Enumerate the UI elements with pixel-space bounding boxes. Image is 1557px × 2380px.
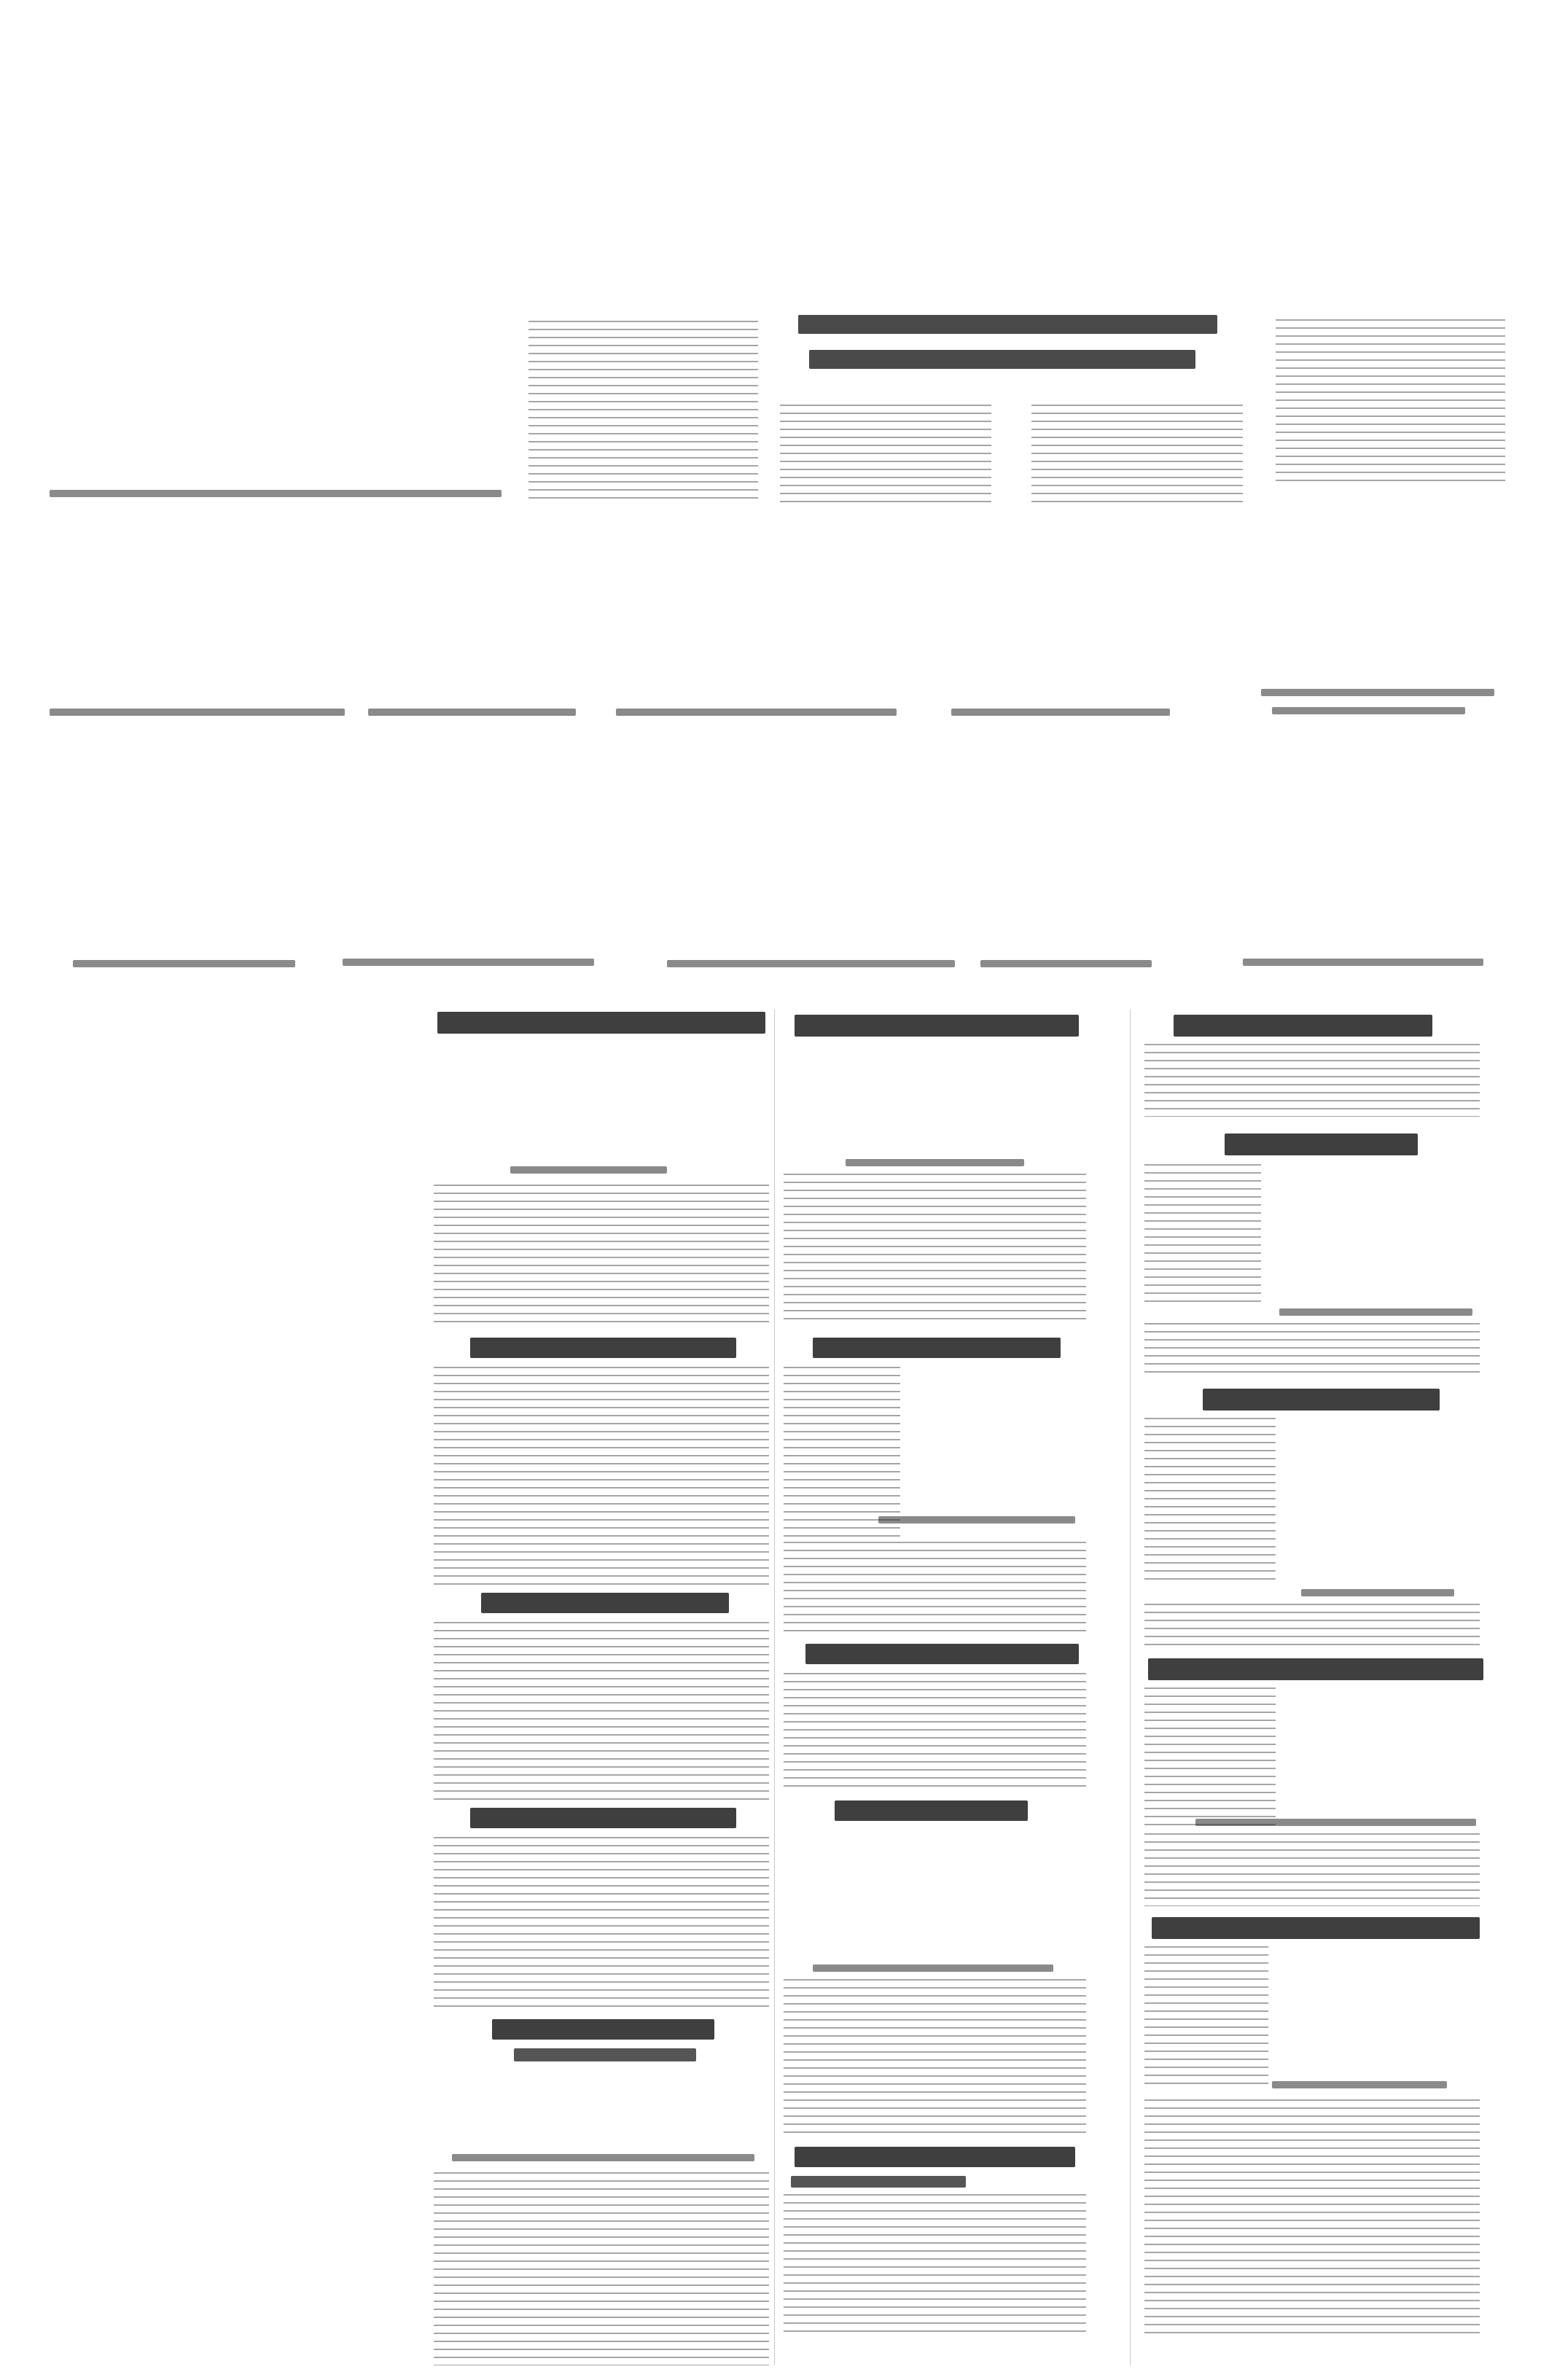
article-body bbox=[784, 1174, 1086, 1323]
article-body bbox=[784, 1542, 1086, 1636]
article-body bbox=[434, 1837, 769, 2012]
article-headline bbox=[492, 2019, 714, 2040]
article-subheadline bbox=[514, 2048, 696, 2061]
middle-caption bbox=[368, 709, 576, 716]
middle-caption bbox=[616, 709, 897, 716]
intro-text-block bbox=[528, 321, 758, 499]
top-article-column bbox=[780, 405, 991, 503]
article-body bbox=[1144, 1946, 1268, 2085]
article-headline bbox=[437, 1012, 765, 1034]
article-headline bbox=[1152, 1917, 1480, 1939]
article-subheadline bbox=[791, 2176, 966, 2188]
photo-caption bbox=[452, 2154, 754, 2161]
article-photo bbox=[1276, 1946, 1480, 2074]
article-photo bbox=[908, 1367, 1086, 1509]
top-headline bbox=[809, 350, 1195, 369]
article-photo bbox=[1283, 1418, 1480, 1582]
bottom-photo-caption bbox=[343, 959, 594, 966]
photo-caption bbox=[813, 1965, 1053, 1972]
top-article-column bbox=[1031, 405, 1243, 503]
article-body bbox=[434, 1622, 769, 1800]
column-divider bbox=[1130, 1010, 1131, 2365]
photo-caption bbox=[1301, 1589, 1454, 1596]
article-body bbox=[434, 1185, 769, 1327]
article-body bbox=[784, 1367, 900, 1538]
article-headline bbox=[813, 1338, 1061, 1358]
photo-caption bbox=[878, 1516, 1075, 1523]
middle-caption bbox=[50, 709, 345, 716]
article-body bbox=[1144, 1323, 1480, 1378]
article-body bbox=[434, 1367, 769, 1585]
article-photo bbox=[1283, 1688, 1480, 1815]
top-left-caption bbox=[50, 490, 502, 497]
article-headline bbox=[470, 1338, 736, 1358]
article-body bbox=[434, 2172, 769, 2365]
middle-caption bbox=[1272, 707, 1465, 714]
article-headline bbox=[835, 1800, 1028, 1821]
article-headline bbox=[795, 2147, 1075, 2167]
bottom-photo-caption bbox=[667, 960, 955, 967]
middle-photo-area bbox=[44, 510, 1509, 940]
article-body bbox=[1144, 1604, 1480, 1651]
article-body bbox=[1144, 1833, 1480, 1906]
article-headline bbox=[470, 1808, 736, 1828]
middle-caption bbox=[951, 709, 1170, 716]
article-headline bbox=[1174, 1015, 1432, 1037]
bottom-photo-caption bbox=[73, 960, 295, 967]
middle-caption bbox=[1261, 689, 1494, 696]
article-photo bbox=[434, 2070, 769, 2150]
bottom-photo-caption bbox=[1243, 959, 1483, 966]
article-photo bbox=[784, 1830, 1086, 1954]
photo-caption bbox=[1195, 1819, 1476, 1826]
article-body bbox=[784, 1979, 1086, 2136]
top-right-text-block bbox=[1276, 319, 1505, 487]
article-body bbox=[1144, 1418, 1276, 1582]
article-photo bbox=[784, 1046, 1086, 1152]
article-body bbox=[1144, 2099, 1480, 2340]
article-body bbox=[1144, 1688, 1276, 1826]
article-body bbox=[1144, 1044, 1480, 1117]
photo-caption bbox=[1279, 1308, 1472, 1316]
top-headline bbox=[798, 315, 1217, 334]
photo-caption bbox=[1272, 2081, 1447, 2088]
bottom-photo-caption bbox=[980, 960, 1152, 967]
article-headline bbox=[1225, 1134, 1418, 1155]
article-headline bbox=[795, 1015, 1079, 1037]
photo-caption bbox=[846, 1159, 1024, 1166]
article-headline bbox=[1203, 1389, 1440, 1411]
photo-caption bbox=[510, 1166, 667, 1174]
article-body bbox=[784, 2194, 1086, 2333]
article-headline bbox=[805, 1644, 1079, 1664]
article-headline bbox=[1148, 1658, 1483, 1680]
article-photo bbox=[1272, 1164, 1480, 1306]
article-body bbox=[784, 1673, 1086, 1793]
article-body bbox=[1144, 1164, 1261, 1306]
article-photo bbox=[434, 1042, 769, 1159]
article-headline bbox=[481, 1593, 729, 1613]
column-divider bbox=[774, 1010, 775, 2365]
